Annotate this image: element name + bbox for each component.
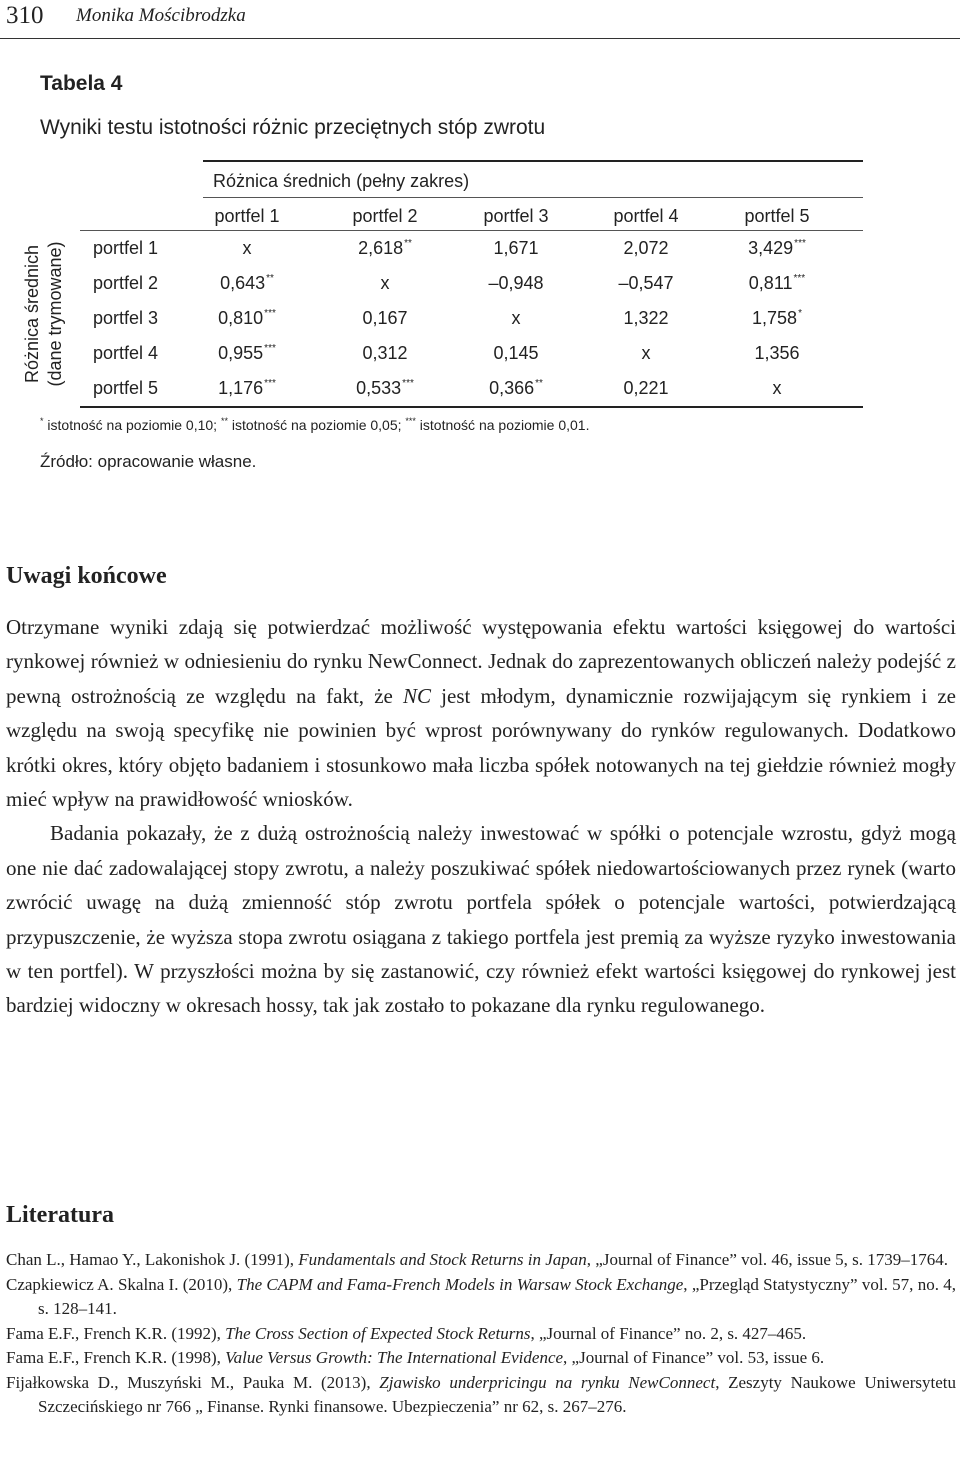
column-group-header: Różnica średnich (pełny zakres) xyxy=(213,171,470,191)
table-cell xyxy=(748,238,806,259)
reference-text: , „Journal of Finance” vol. 53, issue 6. xyxy=(563,1348,825,1367)
row-group-label-line: (dane trymowane) xyxy=(45,241,65,387)
table-cell xyxy=(243,238,252,259)
table-label: Tabela 4 xyxy=(40,72,123,95)
row-label: portfel 2 xyxy=(93,273,159,293)
section-heading: Uwagi końcowe xyxy=(6,563,167,589)
column-header-rule xyxy=(80,230,863,231)
paragraph-text: Otrzymane wyniki zdają się potwierdzać możliwość występowania efektu wartości księgowej do wartości rynkowej również w odniesieniu do rynku NewConnect. Jednak do zaprezentowanych obliczeń należy podejść z pewną ostrożnością ze względu na fakt, że xyxy=(6,615,956,708)
cell-value: 2,618 xyxy=(358,238,404,258)
footnote-text: istotność na poziomie 0,01. xyxy=(415,417,590,433)
table-caption: Wyniki testu istotności różnic przeciętnych stóp zwrotu xyxy=(40,116,546,139)
table-top-rule xyxy=(203,160,863,162)
significance-marker: ** xyxy=(266,273,274,284)
header-rule xyxy=(0,38,960,39)
footnote-marker: * xyxy=(40,416,44,426)
table-cell xyxy=(642,343,651,364)
reference-title: The Cross Section of Expected Stock Returns xyxy=(225,1323,531,1343)
cell-value: x xyxy=(242,238,252,258)
table-cell xyxy=(623,308,668,329)
table-cell xyxy=(618,273,673,294)
table-row xyxy=(0,343,960,377)
cell-value: x xyxy=(380,273,390,293)
table-cell xyxy=(218,378,276,399)
cell-value: x xyxy=(641,343,651,363)
row-label: portfel 4 xyxy=(93,343,159,363)
significance-marker: *** xyxy=(264,378,276,389)
cell-value: 0,955 xyxy=(218,343,264,363)
cell-value: 1,176 xyxy=(218,378,264,398)
significance-marker: *** xyxy=(264,343,276,354)
column-header: portfel 5 xyxy=(744,206,810,226)
paragraph: Badania pokazały, że z dużą ostrożnością należy inwestować w spółki o potencjale wzrostu, gdyż mogą one nie dać zadowalającej stopy zwrotu, a należy poszukiwać spółek niedowartościowanych przez rynek (warto zwrócić uwagę na dużą zmienność stóp zwrotu portfela spółek o potencjale wartości, potwierdzającą przypuszczenie, że wyższa stopa zwrotu osiągana z takiego portfela jest premią za wyższe ryzyko inwestowania w ten portfel). W przyszłości można by się zastanowić, czy również efekt wartości księgowej do rynkowej jest bardziej widoczny w okresach hossy, tak jak zostało to pokazane dla rynku regulowanego. xyxy=(6,821,956,1018)
reference-text: Chan L., Hamao Y., Lakonishok J. (1991), xyxy=(6,1250,299,1269)
footnote-marker: *** xyxy=(405,416,416,426)
table-bottom-rule xyxy=(80,406,863,408)
row-group-label-line: Różnica średnich xyxy=(22,244,42,384)
reference-title: Value Versus Growth: The International Evidence xyxy=(225,1348,564,1367)
reference-text: Fama E.F., French K.R. (1992), xyxy=(6,1323,226,1343)
reference-item xyxy=(6,1273,956,1322)
reference-title: Zjawisko underpricingu na rynku NewConnect xyxy=(379,1372,716,1392)
table-cell xyxy=(381,273,390,294)
reference-text: , „Journal of Finance” vol. 46, issue 5, s. 1739–1764. xyxy=(586,1250,948,1269)
table-source: Źródło: opracowanie własne. xyxy=(40,452,257,471)
group-header-rule xyxy=(203,197,863,198)
reference-item xyxy=(6,1346,956,1371)
table-cell xyxy=(218,343,276,364)
table-cell xyxy=(356,378,414,399)
cell-value: 1,671 xyxy=(493,238,539,258)
cell-value: 0,167 xyxy=(362,308,408,328)
table-cell xyxy=(752,308,802,329)
table-cell xyxy=(488,273,543,294)
reference-item xyxy=(6,1248,956,1273)
cell-value: 0,145 xyxy=(493,343,539,363)
table-row xyxy=(0,273,960,307)
cell-value: 2,072 xyxy=(623,238,669,258)
cell-value: 0,810 xyxy=(218,308,264,328)
significance-marker: *** xyxy=(794,238,806,249)
table-cell xyxy=(493,343,538,364)
reference-text: , „Przegląd Statystyczny” vol. 57, no. 4, s. 128–141. xyxy=(38,1274,956,1318)
cell-value: 1,356 xyxy=(754,343,800,363)
cell-value: 0,366 xyxy=(489,378,535,398)
significance-marker: ** xyxy=(535,378,543,389)
row-label: portfel 5 xyxy=(93,378,159,398)
column-header: portfel 4 xyxy=(613,206,679,226)
paragraph xyxy=(6,610,956,816)
row-label: portfel 1 xyxy=(93,238,159,258)
table-cell xyxy=(773,378,782,399)
table-cell xyxy=(358,238,412,259)
cell-value: 0,811 xyxy=(748,273,793,293)
footnote-text: istotność na poziomie 0,10; xyxy=(43,417,221,433)
cell-value: 3,429 xyxy=(748,238,794,258)
table-cell xyxy=(362,343,407,364)
cell-value: –0,547 xyxy=(618,273,674,293)
table-cell xyxy=(623,238,668,259)
row-label: portfel 3 xyxy=(93,308,159,328)
column-header: portfel 1 xyxy=(214,206,280,226)
reference-text: , Zeszyty Naukowe Uniwersytetu Szczecińskiego nr 766 „ Finanse. Rynki finansowe. Ubezpieczenia” nr 62, s. 267–276. xyxy=(38,1372,956,1416)
reference-item xyxy=(6,1371,956,1420)
cell-value: x xyxy=(511,308,521,328)
reference-text: Fama E.F., French K.R. (1998), xyxy=(6,1348,226,1367)
table-footnote xyxy=(40,416,589,433)
table-cell xyxy=(749,273,805,294)
significance-marker: * xyxy=(798,308,802,319)
cell-value: 1,322 xyxy=(623,308,669,328)
cell-value: 0,221 xyxy=(623,378,669,398)
table-cell xyxy=(623,378,668,399)
cell-value: –0,948 xyxy=(488,273,544,293)
reference-item xyxy=(6,1322,956,1347)
cell-value: 0,643 xyxy=(220,273,266,293)
running-author: Monika Mościbrodzka xyxy=(76,5,246,26)
section-heading: Literatura xyxy=(6,1202,114,1228)
significance-marker: *** xyxy=(793,273,806,284)
table-cell xyxy=(493,238,538,259)
cell-value: 1,758 xyxy=(752,308,798,328)
reference-list xyxy=(6,1248,956,1420)
significance-marker: ** xyxy=(404,238,412,249)
table-row xyxy=(0,308,960,342)
table-cell xyxy=(754,343,799,364)
abbreviation: NC xyxy=(403,683,432,708)
page-number: 310 xyxy=(6,2,44,29)
table-row xyxy=(0,238,960,272)
reference-text: Czapkiewicz A. Skalna I. (2010), xyxy=(6,1274,237,1294)
reference-text: , „Journal of Finance” no. 2, s. 427–465. xyxy=(530,1323,807,1343)
table-cell xyxy=(362,308,407,329)
significance-marker: *** xyxy=(264,308,276,319)
table-cell xyxy=(512,308,521,329)
column-header: portfel 2 xyxy=(352,206,418,226)
footnote-marker: ** xyxy=(220,416,228,426)
footnote-text: istotność na poziomie 0,05; xyxy=(227,417,406,433)
cell-value: 0,533 xyxy=(356,378,402,398)
table-cell xyxy=(220,273,274,294)
reference-text: Fijałkowska D., Muszyński M., Pauka M. (2013), xyxy=(6,1372,380,1392)
cell-value: x xyxy=(772,378,782,398)
cell-value: 0,312 xyxy=(362,343,408,363)
paragraph-text: jest młodym, dynamicznie rozwijającym się rynkiem i ze względu na swoją specyfikę nie powinien być wprost porównywany do rynków regulowanych. Dodatkowo krótki okres, który objęto badaniem i stosunkowo mała liczba spółek notowanych na tej giełdzie również mogły mieć wpływ na prawidłowość wniosków. xyxy=(6,683,957,812)
running-header xyxy=(0,0,960,40)
significance-marker: *** xyxy=(402,378,414,389)
reference-title: Fundamentals and Stock Returns in Japan xyxy=(298,1250,587,1269)
reference-title: The CAPM and Fama-French Models in Warsaw Stock Exchange xyxy=(236,1274,684,1294)
table-cell xyxy=(489,378,543,399)
table-cell xyxy=(218,308,276,329)
section-body xyxy=(6,610,956,1023)
column-header: portfel 3 xyxy=(483,206,549,226)
